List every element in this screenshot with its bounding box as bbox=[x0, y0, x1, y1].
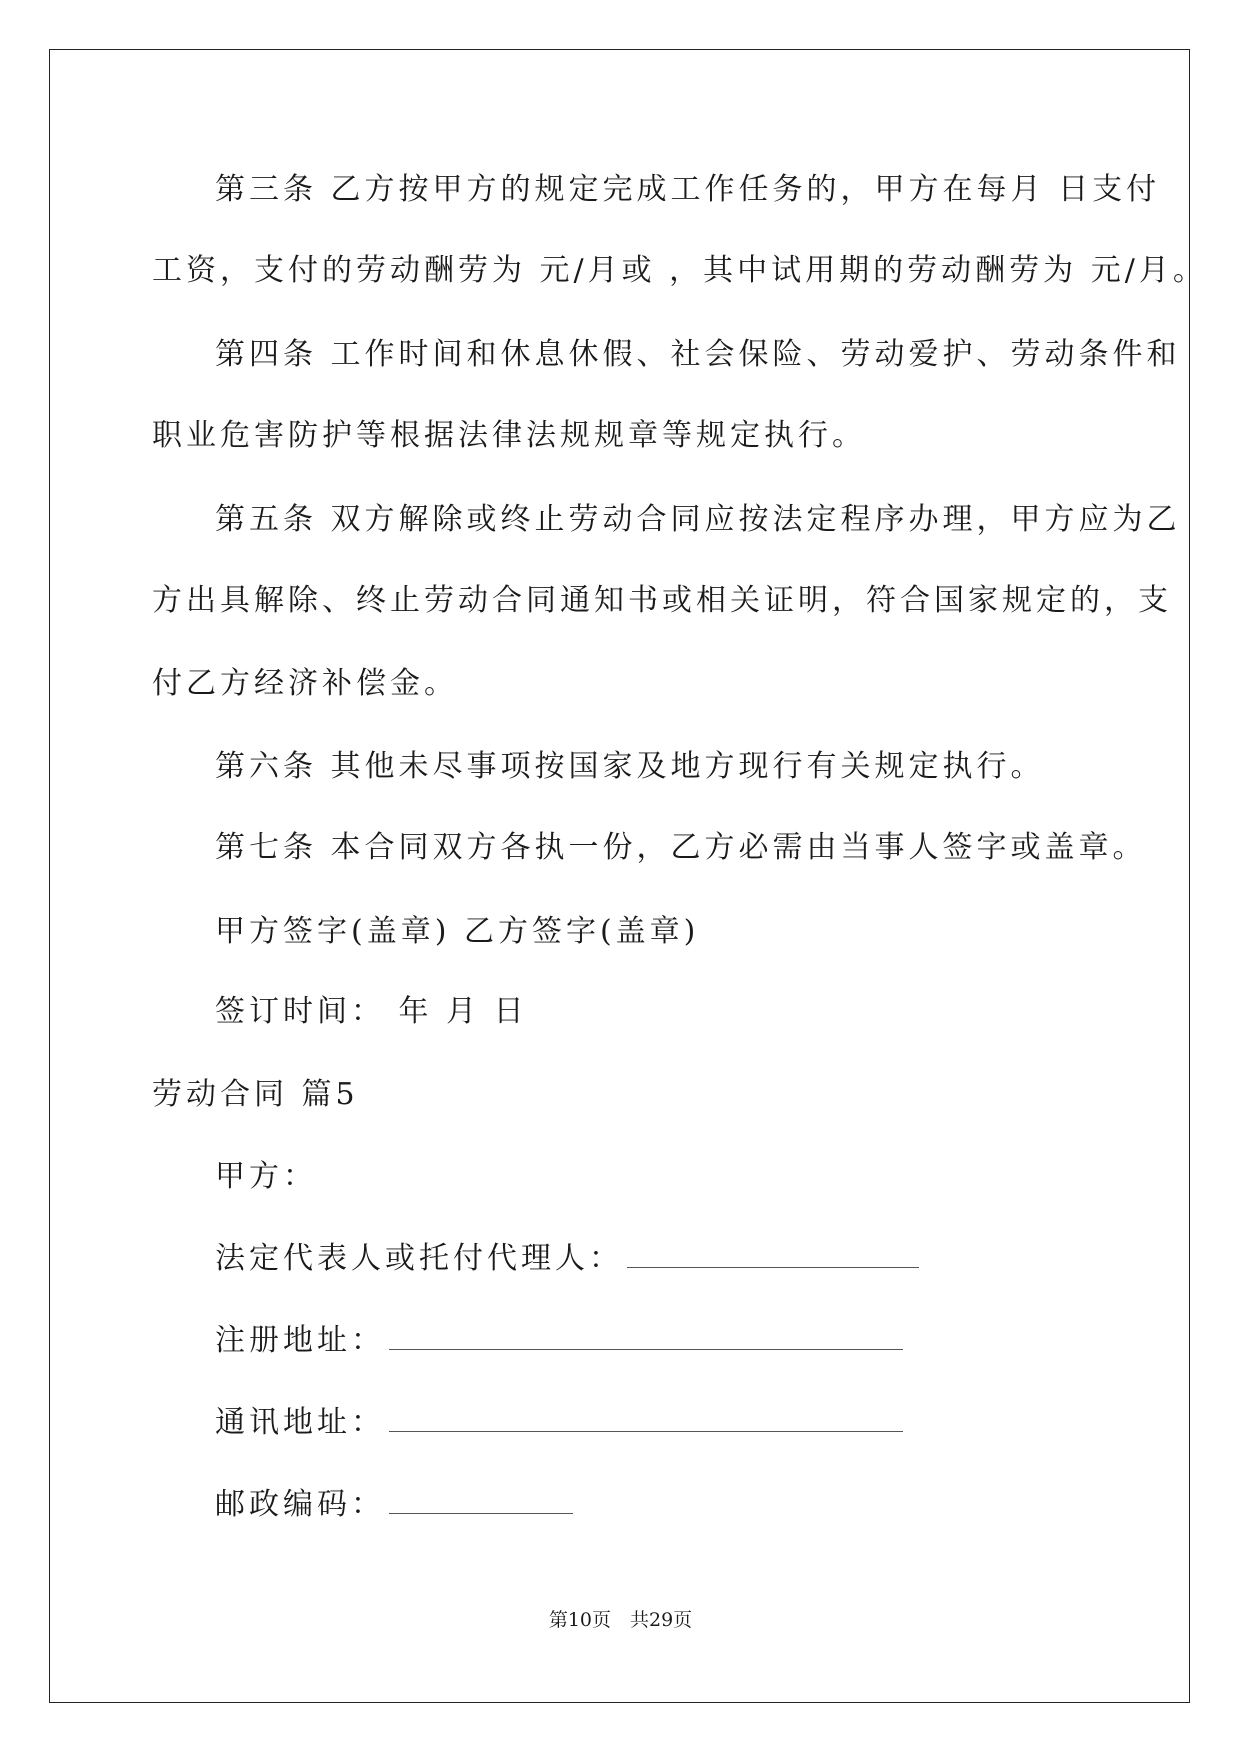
article-6: 第六条 其他未尽事项按国家及地方现行有关规定执行。 bbox=[215, 749, 1045, 784]
registered-address-label: 注册地址： bbox=[215, 1323, 385, 1358]
section-heading: 劳动合同 篇5 bbox=[152, 1077, 359, 1112]
page-number: 第10页 共29页 bbox=[548, 1609, 693, 1631]
article-5-line-2: 方出具解除、终止劳动合同通知书或相关证明，符合国家规定的，支 bbox=[152, 583, 1172, 618]
article-7: 第七条 本合同双方各执一份，乙方必需由当事人签字或盖章。 bbox=[215, 830, 1147, 865]
article-5-line-3: 付乙方经济补偿金。 bbox=[152, 666, 458, 701]
legal-representative-label: 法定代表人或托付代理人： bbox=[215, 1241, 623, 1276]
registered-address-blank bbox=[389, 1325, 903, 1350]
postal-code-blank bbox=[389, 1489, 573, 1514]
article-3-line-1: 第三条 乙方按甲方的规定完成工作任务的，甲方在每月 日支付 bbox=[215, 172, 1161, 207]
page-border bbox=[49, 49, 1190, 1703]
legal-representative-blank bbox=[627, 1243, 919, 1268]
postal-code-row bbox=[215, 1485, 573, 1525]
postal-code-label: 邮政编码： bbox=[215, 1487, 385, 1522]
legal-representative-row bbox=[215, 1239, 919, 1279]
signing-date: 签订时间： 年 月 日 bbox=[215, 994, 528, 1029]
article-4-line-1: 第四条 工作时间和休息休假、社会保险、劳动爱护、劳动条件和 bbox=[215, 337, 1181, 372]
mailing-address-label: 通讯地址： bbox=[215, 1405, 385, 1440]
mailing-address-blank bbox=[389, 1407, 903, 1432]
registered-address-row bbox=[215, 1321, 903, 1361]
party-a-label: 甲方： bbox=[215, 1159, 317, 1194]
article-4-line-2: 职业危害防护等根据法律法规规章等规定执行。 bbox=[152, 418, 866, 453]
article-5-line-1: 第五条 双方解除或终止劳动合同应按法定程序办理，甲方应为乙 bbox=[215, 502, 1181, 537]
signature-line: 甲方签字(盖章) 乙方签字(盖章) bbox=[215, 914, 700, 949]
article-3-line-2: 工资，支付的劳动酬劳为 元/月或 ，其中试用期的劳动酬劳为 元/月。 bbox=[152, 253, 1207, 288]
mailing-address-row bbox=[215, 1403, 903, 1443]
